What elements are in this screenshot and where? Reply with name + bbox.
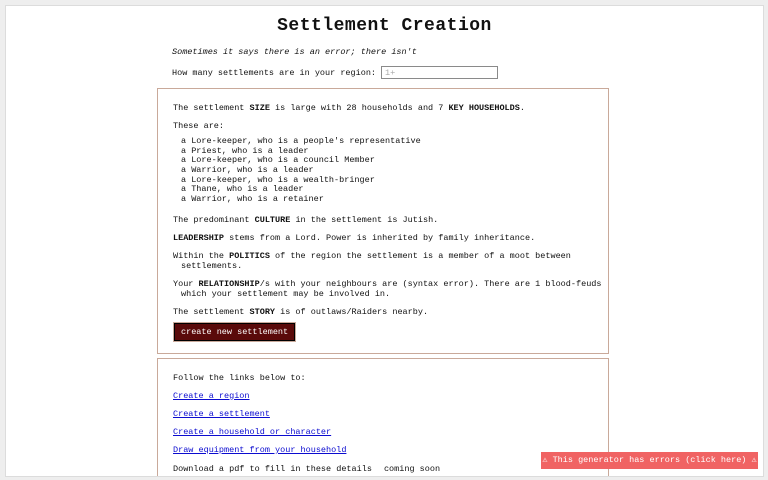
list-item: a Priest, who is a leader (181, 145, 309, 156)
size-line: The settlement SIZE is large with 28 households and 7 KEY HOUSEHOLDS. (173, 103, 525, 113)
story-line: The settlement STORY is of outlaws/Raiders nearby. (173, 307, 429, 317)
list-item: a Thane, who is a leader (181, 184, 304, 195)
settlement-count-input[interactable] (381, 66, 498, 79)
list-item: a Warrior, who is a leader (181, 165, 314, 176)
culture-line: The predominant CULTURE in the settlement is Jutish. (173, 215, 439, 225)
create-settlement-link[interactable]: Create a settlement (173, 409, 270, 419)
settlement-result-panel (157, 88, 609, 354)
politics-line: Within the POLITICS of the region the settlement is a member of a moot between settlements. (173, 251, 571, 271)
download-pdf-line: Download a pdf to fill in these details coming soon (173, 464, 441, 474)
these-are-label: These are: (173, 121, 225, 131)
disclaimer-note: Sometimes it says there is an error; there isn't (172, 47, 417, 57)
create-region-link[interactable]: Create a region (173, 391, 250, 401)
list-item: a Lore-keeper, who is a council Member (181, 155, 375, 166)
draw-equipment-link[interactable]: Draw equipment from your household (173, 445, 347, 455)
page-title: Settlement Creation (277, 16, 492, 36)
key-households-list (181, 136, 421, 204)
error-banner[interactable]: ⚠ This generator has errors (click here) ⚠ (541, 452, 758, 469)
leadership-line: LEADERSHIP stems from a Lord. Power is inherited by family inheritance. (173, 233, 536, 243)
list-item: a Lore-keeper, who is a wealth-bringer (181, 174, 375, 185)
settlement-count-label: How many settlements are in your region: (172, 67, 377, 78)
page (5, 5, 764, 477)
settlement-count-row (172, 66, 498, 79)
create-household-link[interactable]: Create a household or character (173, 427, 332, 437)
coming-soon-label: coming soon (383, 464, 441, 474)
list-item: a Lore-keeper, who is a people's representative (181, 136, 421, 146)
relationship-line: Your RELATIONSHIP/s with your neighbours are (syntax error). There are 1 blood-feuds which your settlement may be involved in. (173, 279, 602, 299)
create-new-settlement-button[interactable]: create new settlement (174, 323, 295, 341)
list-item: a Warrior, who is a retainer (181, 194, 324, 205)
links-intro: Follow the links below to: (173, 373, 306, 383)
